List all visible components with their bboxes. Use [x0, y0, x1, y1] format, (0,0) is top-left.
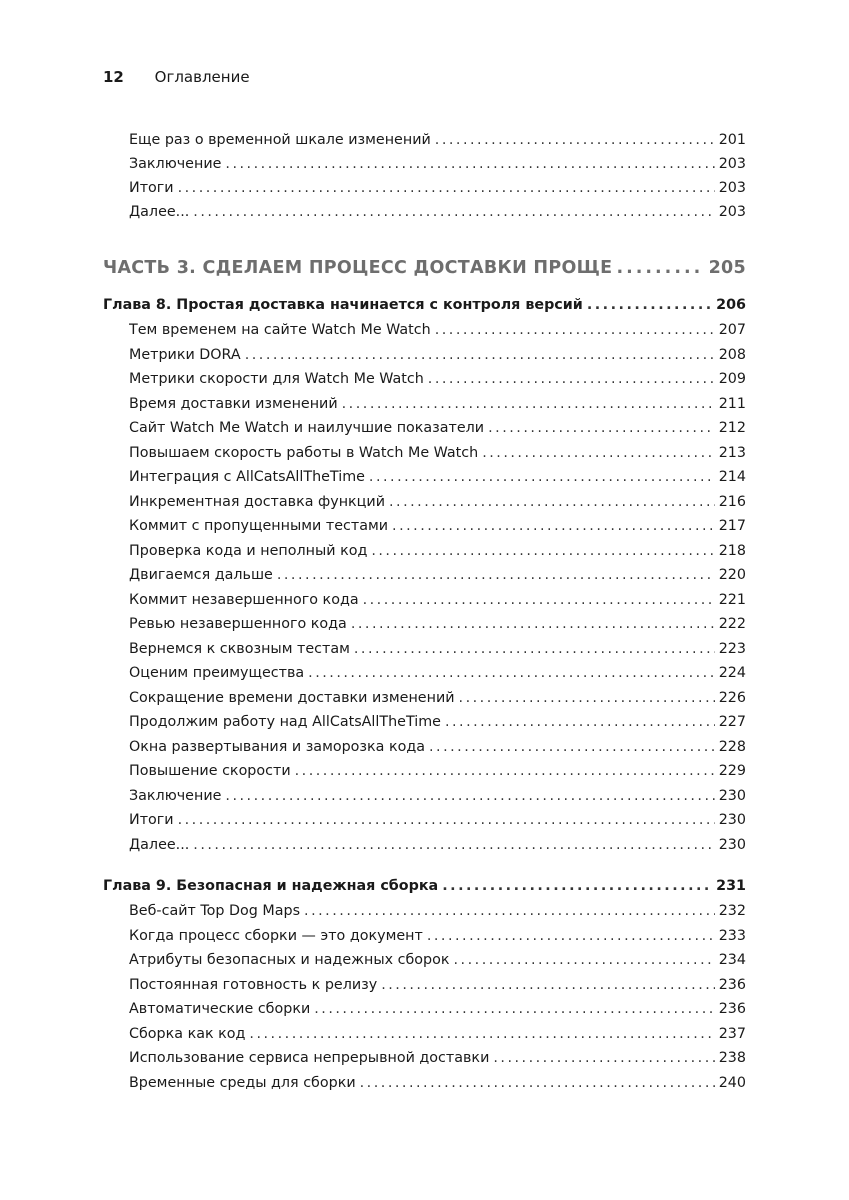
toc-leader — [371, 543, 714, 559]
toc-entry-page: 214 — [718, 469, 746, 485]
toc-entry-page: 208 — [718, 346, 746, 363]
toc-entry-title: Временные среды для сборки — [129, 1074, 356, 1091]
toc-entry[interactable] — [129, 592, 746, 614]
chapter-title: Глава 9. Безопасная и надежная сборка — [103, 878, 439, 894]
toc-entry[interactable] — [129, 616, 746, 638]
toc-leader — [363, 592, 715, 608]
toc-entry[interactable] — [129, 812, 746, 834]
toc-leader — [308, 665, 715, 681]
toc-entry-title: Вернемся к сквозным тестам — [129, 640, 350, 657]
page-number: 12 — [103, 68, 124, 86]
toc-entry-page: 217 — [718, 518, 746, 534]
toc-leader — [249, 1026, 714, 1042]
toc-entry-title: Коммит незавершенного кода — [129, 591, 359, 608]
toc-entry-page: 230 — [718, 812, 746, 828]
toc-leader — [445, 714, 715, 730]
toc-leader — [429, 739, 715, 755]
toc-entry[interactable] — [129, 1026, 746, 1048]
toc-entry[interactable] — [129, 665, 746, 687]
toc-entry[interactable] — [129, 739, 746, 761]
toc-entry-page: 220 — [718, 567, 746, 583]
toc-entry[interactable] — [129, 690, 746, 712]
toc-entry-title: Заключение — [129, 787, 222, 804]
toc-entry-title: Далее... — [129, 836, 190, 853]
toc-entry-page: 212 — [718, 420, 746, 436]
toc-entry[interactable] — [129, 977, 746, 999]
toc-leader — [459, 690, 715, 706]
toc-entry[interactable] — [129, 445, 746, 467]
toc-entry[interactable] — [129, 1075, 746, 1097]
toc-leader — [392, 518, 715, 534]
toc-entry-page: 238 — [718, 1050, 746, 1066]
toc-entry-title: Время доставки изменений — [129, 395, 338, 412]
toc-entry-page: 222 — [718, 616, 746, 632]
toc-entry-page: 224 — [718, 665, 746, 681]
toc-leader — [488, 420, 715, 436]
toc-entry-page: 216 — [718, 493, 746, 510]
toc-entry[interactable] — [129, 763, 746, 785]
toc-entry-title: Повышение скорости — [129, 763, 291, 779]
toc-entry-title: Тем временем на сайте Watch Me Watch — [129, 322, 431, 338]
toc-entry-title: Сайт Watch Me Watch и наилучшие показатели — [129, 420, 485, 436]
toc-entry-title: Двигаемся дальше — [129, 567, 273, 583]
toc-leader — [587, 297, 712, 313]
toc-entry[interactable] — [129, 543, 746, 565]
toc-entry-page: 234 — [718, 952, 746, 968]
toc-entry[interactable] — [129, 518, 746, 540]
toc-entry-title: Интеграция с AllCatsAllTheTime — [129, 469, 365, 485]
toc-entry-title: Сборка как код — [129, 1025, 246, 1042]
toc-leader — [381, 977, 715, 993]
toc-entry-title: Инкрементная доставка функций — [129, 493, 385, 510]
toc-entry-page: 228 — [718, 738, 746, 755]
toc-leader — [435, 132, 715, 148]
toc-entry-title: Автоматические сборки — [129, 1001, 311, 1017]
toc-leader — [314, 1001, 714, 1017]
toc-leader — [178, 812, 715, 828]
chapter-page: 206 — [716, 297, 746, 313]
toc-entry-page: 236 — [718, 976, 746, 993]
toc-entry-title: Итоги — [129, 812, 174, 828]
toc-leader — [178, 180, 715, 196]
toc-entry-title: Еще раз о временной шкале изменений — [129, 132, 431, 148]
toc-entry[interactable] — [129, 322, 746, 344]
toc-leader — [360, 1075, 715, 1091]
toc-entry[interactable] — [129, 156, 746, 178]
toc-entry-page: 221 — [718, 591, 746, 608]
toc-entry-title: Использование сервиса непрерывной доставки — [129, 1050, 490, 1066]
toc-entry-title: Веб-сайт Top Dog Maps — [129, 903, 301, 919]
toc-entry-title: Проверка кода и неполный код — [129, 542, 368, 559]
toc-entry-page: 230 — [718, 787, 746, 804]
part-title: ЧАСТЬ 3. СДЕЛАЕМ ПРОЦЕСС ДОСТАВКИ ПРОЩЕ — [103, 258, 613, 278]
toc-entry-page: 223 — [718, 640, 746, 657]
toc-entry-title: Метрики скорости для Watch Me Watch — [129, 371, 424, 387]
toc-entry-page: 213 — [718, 444, 746, 461]
toc-entry[interactable] — [129, 204, 746, 226]
toc-leader — [295, 763, 715, 779]
toc-entry-title: Далее... — [129, 204, 190, 220]
toc-part-heading[interactable] — [103, 258, 746, 286]
toc-entry[interactable] — [129, 396, 746, 418]
toc-entry-page: 236 — [718, 1001, 746, 1017]
toc-entry[interactable] — [129, 952, 746, 974]
toc-entry-page: 209 — [718, 371, 746, 387]
toc-entry[interactable] — [129, 1050, 746, 1072]
toc-entry-title: Метрики DORA — [129, 346, 241, 363]
toc-leader — [245, 347, 715, 363]
toc-leader — [277, 567, 715, 583]
chapter-title: Глава 8. Простая доставка начинается с контроля версий — [103, 297, 583, 313]
toc-entry-page: 203 — [718, 204, 746, 220]
toc-entry-page: 232 — [718, 903, 746, 919]
toc-entry-page: 203 — [718, 156, 746, 172]
toc-leader — [616, 258, 704, 278]
toc-entry-page: 237 — [718, 1025, 746, 1042]
toc-leader — [427, 928, 715, 944]
toc-leader — [435, 322, 715, 338]
toc-leader — [193, 204, 714, 220]
toc-entry-title: Оценим преимущества — [129, 665, 305, 681]
toc-entry-title: Сокращение времени доставки изменений — [129, 689, 455, 706]
toc-entry-page: 201 — [718, 132, 746, 148]
toc-entry-page: 207 — [718, 322, 746, 338]
toc-chapter-heading[interactable] — [103, 297, 746, 319]
toc-leader — [304, 903, 715, 919]
toc-entry-page: 218 — [718, 542, 746, 559]
toc-entry[interactable] — [129, 180, 746, 202]
toc-leader — [389, 494, 715, 510]
toc-entry-title: Повышаем скорость работы в Watch Me Watch — [129, 444, 479, 461]
toc-entry-page: 227 — [718, 714, 746, 730]
toc-entry-page: 240 — [718, 1074, 746, 1091]
toc-entry[interactable] — [129, 1001, 746, 1023]
toc-entry-title: Коммит с пропущенными тестами — [129, 518, 389, 534]
toc-entry[interactable] — [129, 371, 746, 393]
toc-leader — [482, 445, 715, 461]
toc-entry[interactable] — [129, 837, 746, 859]
toc-entry[interactable] — [129, 567, 746, 589]
toc-leader — [369, 469, 715, 485]
toc-leader — [193, 837, 714, 853]
toc-entry[interactable] — [129, 641, 746, 663]
toc-leader — [354, 641, 715, 657]
toc-entry-page: 211 — [718, 395, 746, 412]
toc-entry[interactable] — [129, 469, 746, 491]
toc-leader — [493, 1050, 714, 1066]
running-title: Оглавление — [154, 68, 250, 86]
toc-entry-page: 230 — [718, 836, 746, 853]
part-page: 205 — [708, 258, 746, 278]
toc-leader — [342, 396, 715, 412]
chapter-page: 231 — [716, 878, 746, 894]
toc-entry[interactable] — [129, 928, 746, 950]
toc-entry-title: Когда процесс сборки — это документ — [129, 927, 423, 944]
toc-leader — [442, 878, 712, 894]
page-header — [103, 68, 250, 86]
toc-entry-page: 203 — [718, 180, 746, 196]
toc-entry[interactable] — [129, 903, 746, 925]
toc-entry-title: Итоги — [129, 180, 174, 196]
toc-leader — [351, 616, 715, 632]
toc-entry[interactable] — [129, 494, 746, 516]
toc-entry-title: Атрибуты безопасных и надежных сборок — [129, 952, 450, 968]
toc-chapter-heading[interactable] — [103, 878, 746, 900]
toc-entry[interactable] — [129, 714, 746, 736]
toc-entry-title: Постоянная готовность к релизу — [129, 976, 378, 993]
toc-entry-title: Заключение — [129, 156, 222, 172]
toc-entry[interactable] — [129, 420, 746, 442]
toc-entry[interactable] — [129, 132, 746, 154]
toc-leader — [225, 156, 714, 172]
toc-leader — [225, 788, 714, 804]
toc-leader — [454, 952, 715, 968]
toc-entry[interactable] — [129, 347, 746, 369]
toc-entry[interactable] — [129, 788, 746, 810]
toc-entry-page: 233 — [718, 927, 746, 944]
toc-entry-page: 229 — [718, 763, 746, 779]
toc-leader — [428, 371, 715, 387]
toc-entry-title: Продолжим работу над AllCatsAllTheTime — [129, 714, 441, 730]
toc-entry-page: 226 — [718, 689, 746, 706]
toc-entry-title: Окна развертывания и заморозка кода — [129, 738, 425, 755]
toc-entry-title: Ревью незавершенного кода — [129, 616, 347, 632]
